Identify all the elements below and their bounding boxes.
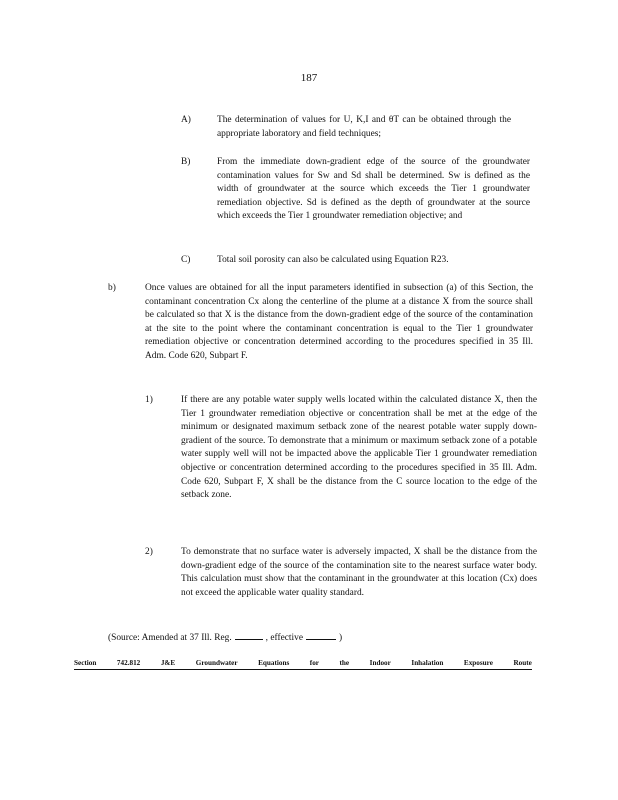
item-a-label: A) (181, 115, 191, 125)
source-note-middle: , effective (265, 633, 303, 643)
page-number: 187 (300, 72, 318, 84)
section-heading (74, 658, 532, 670)
section-heading-word: Exposure (463, 659, 493, 667)
section-heading-word: Section (74, 659, 97, 667)
section-heading-word: Groundwater (195, 659, 238, 667)
item-1-text: If there are any potable water supply wells located within the calculated distance X, then the Tier 1 groundwater remediation objective or concentration shall be met at the edge of the minimum or designated maximum setback zone of the nearest potable water supply down-gradient of the source. To demonstrate that a minimum or maximum setback zone of a potable water supply well will not be impacted above the applicable Tier 1 groundwater remediation objective or concentration determined according to the procedures specified in 35 Ill. Adm. Code 620, Subpart F, X shall be the distance from the C source location to the edge of the setback zone. (181, 395, 537, 501)
effective-date-blank (306, 630, 336, 640)
subsection-b-text: Once values are obtained for all the input parameters identified in subsection (a) of this Section, the contaminant concentration Cx along the centerline of the plume at a distance X from the source shall be calculated so that X is the distance from the down-gradient edge of the source of the contamination at the site to the point where the contaminant concentration is equal to the Tier 1 groundwater remediation objective or concentration determined according to the procedures specified in 35 Ill. Adm. Code 620, Subpart F. (145, 283, 533, 361)
item-a-text: The determination of values for U, K,I and θT can be obtained through the appropriate laboratory and field techniques; (217, 115, 511, 139)
item-2-label: 2) (145, 547, 153, 557)
section-heading-word: Inhalation (411, 659, 444, 667)
item-1-label: 1) (145, 395, 153, 405)
source-note-prefix: (Source: Amended at 37 Ill. Reg. (108, 633, 232, 643)
source-note-suffix: ) (338, 633, 343, 643)
section-heading-word: the (339, 659, 350, 667)
item-b-text: From the immediate down-gradient edge of the source of the groundwater contamination values for Sw and Sd shall be determined. Sw is defined as the width of groundwater at the source which exceeds the Tier 1 groundwater remediation objective. Sd is defined as the depth of groundwater at the source which exceeds the Tier 1 groundwater remediation objective; and (217, 157, 530, 222)
section-heading-word: J&E (160, 659, 176, 667)
item-b-label: B) (181, 157, 191, 167)
section-heading-word: Equations (258, 659, 290, 667)
item-2-text: To demonstrate that no surface water is adversely impacted, X shall be the distance from the down-gradient edge of the source of the contamination site to the nearest surface water body. This calculation must show that the contaminant in the groundwater at this location (Cx) does not exceed the applicable water quality standard. (181, 547, 537, 598)
item-c-text: Total soil porosity can also be calculated using Equation R23. (217, 255, 449, 265)
register-blank (235, 630, 263, 640)
item-c-label: C) (181, 255, 191, 265)
section-heading-word: 742.812 (116, 659, 141, 667)
section-heading-word: Route (513, 659, 532, 667)
subsection-b-label: b) (108, 283, 116, 293)
section-heading-word: Indoor (369, 659, 391, 667)
section-heading-word: for (309, 659, 319, 667)
source-note (108, 630, 342, 646)
